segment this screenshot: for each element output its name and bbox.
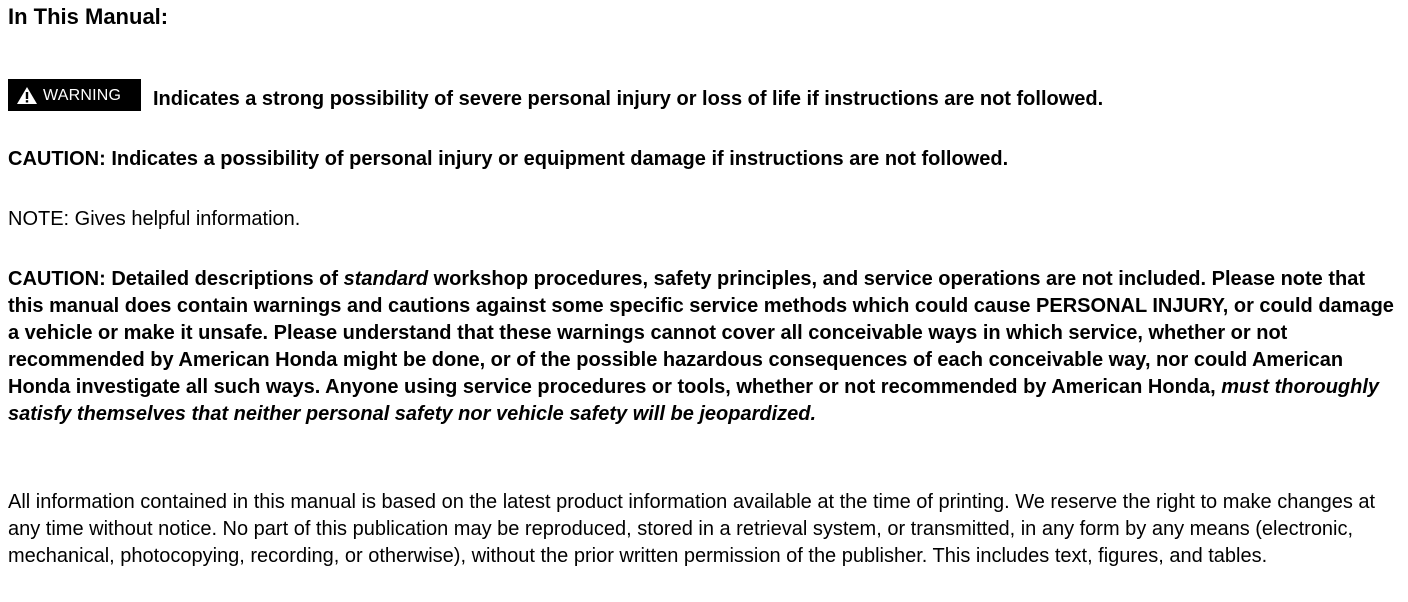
warning-badge-label: WARNING bbox=[43, 86, 122, 104]
warning-badge bbox=[8, 79, 141, 111]
note-definition: NOTE: Gives helpful information. bbox=[8, 208, 301, 230]
caution-paragraph-text-2: workshop procedures, safety principles, and service operations are not included. Please note that this manual does contain warnings and cautions against some specific service methods which could cause PERSONAL INJURY, or could damage a vehicle or make it unsafe. Please understand that these warnings cannot cover all conceivable ways in which service, whether or not recommended by American Honda might be done, or of the possible hazardous consequences of each conceivable way, nor could American Honda investigate all such ways. Anyone using service procedures or tools, whether or not recommended by American Honda, bbox=[8, 268, 1394, 398]
warning-definition bbox=[8, 79, 1103, 111]
caution-paragraph-emphasis-standard: standard bbox=[343, 268, 429, 290]
warning-description: Indicates a strong possibility of severe personal injury or loss of life if instructions are not followed. bbox=[153, 87, 1104, 110]
caution-definition: CAUTION: Indicates a possibility of personal injury or equipment damage if instructions are not followed. bbox=[8, 148, 1009, 170]
warning-triangle-icon bbox=[16, 86, 38, 105]
page-title: In This Manual: bbox=[8, 4, 169, 29]
caution-paragraph-text-1: CAUTION: Detailed descriptions of bbox=[8, 268, 344, 290]
caution-paragraph-emphasis-safety: must thoroughly satisfy themselves that neither personal safety nor vehicle safety will be jeopardized. bbox=[8, 376, 1380, 425]
copyright-paragraph: All information contained in this manual is based on the latest product information available at the time of printing. We reserve the right to make changes at any time without notice. No part of this publication may be reproduced, stored in a retrieval system, or transmitted, in any form by any means (electronic, mechanical, photocopying, recording, or otherwise), without the prior written permission of the publisher. This includes text, figures, and tables. bbox=[8, 491, 1376, 567]
caution-paragraph bbox=[8, 266, 1400, 428]
